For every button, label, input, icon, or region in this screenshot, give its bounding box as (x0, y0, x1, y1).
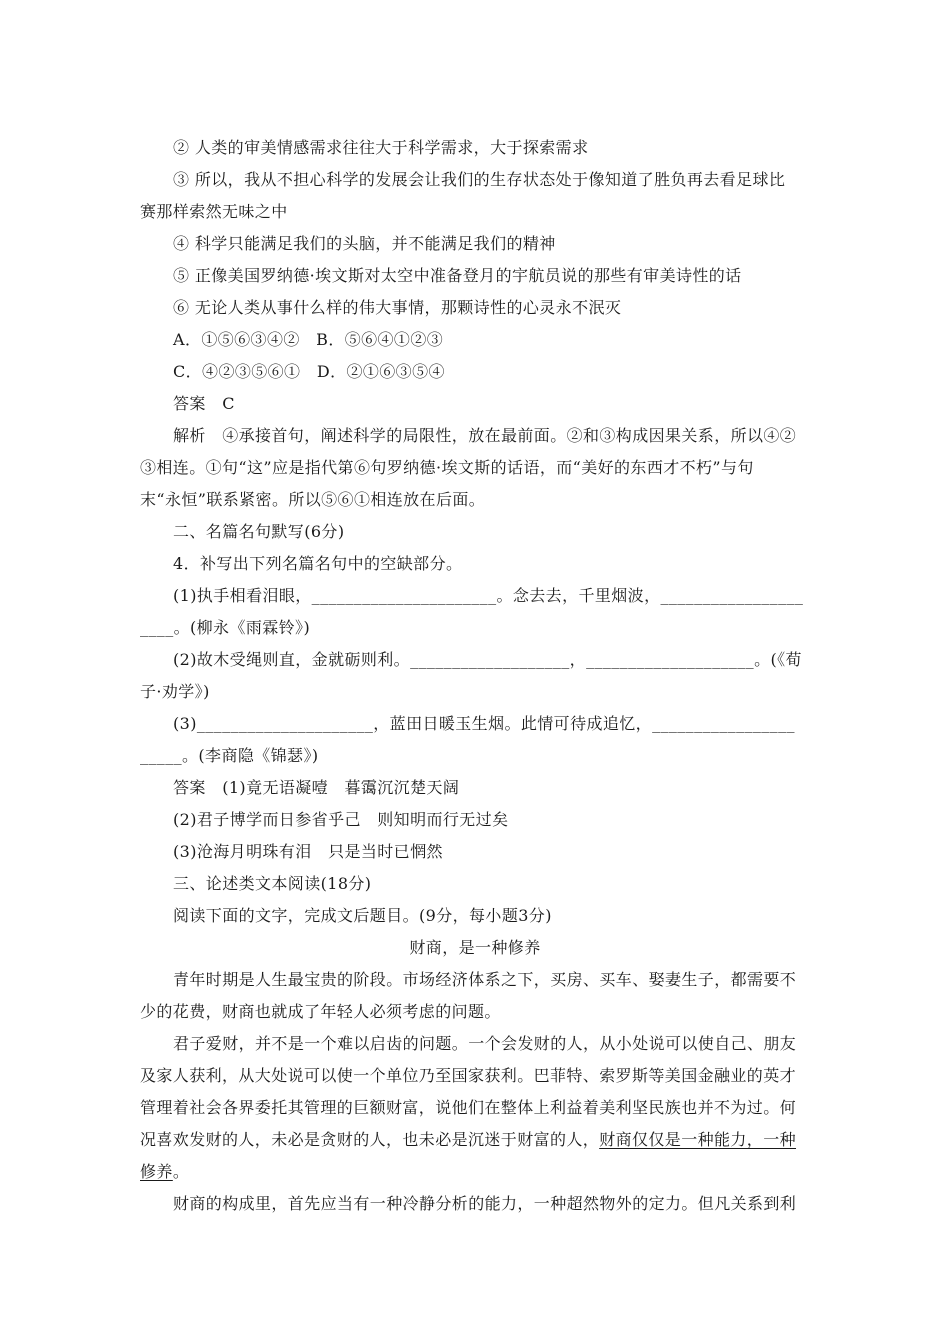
question-4: 4．补写出下列名篇名句中的空缺部分。 (173, 554, 463, 573)
article-para-1-line-1: 青年时期是人生最宝贵的阶段。市场经济体系之下，买房、买车、娶妻生子，都需要不 (173, 970, 797, 989)
analysis-line-2: ③相连。①句“这”应是指代第⑥句罗纳德·埃文斯的话语，而“美好的东西才不朽”与句 (140, 458, 754, 477)
article-para-2-line-1: 君子爱财，并不是一个难以启齿的问题。一个会发财的人，从小处说可以使自己、朋友 (173, 1034, 797, 1053)
fill-blank-3-cont: _____。(李商隐《锦瑟》) (140, 746, 319, 765)
fill-blank-3: (3)_____________________，蓝田日暖玉生烟。此情可待成追忆，_________________ (173, 714, 795, 733)
article-text: 况喜欢发财的人，未必是贪财的人，也未必是沉迷于财富的人， (140, 1130, 600, 1149)
article-para-3-line-1: 财商的构成里，首先应当有一种冷静分析的能力，一种超然物外的定力。但凡关系到利 (173, 1194, 797, 1213)
option-item-3: ③ 所以，我从不担心科学的发展会让我们的生存状态处于像知道了胜负再去看足球比 (173, 170, 786, 189)
article-para-1-line-2: 少的花费，财商也就成了年轻人必须考虑的问题。 (140, 1002, 501, 1021)
option-item-6: ⑥ 无论人类从事什么样的伟大事情，那颗诗性的心灵永不泯灭 (173, 298, 622, 317)
answer-3: 答案 C (173, 394, 235, 413)
fill-blank-2: (2)故木受绳则直，金就砺则利。___________________，____________________。(《荀 (173, 650, 802, 669)
choice-ab: A．①⑤⑥③④② B．⑤⑥④①②③ (173, 330, 444, 349)
section-heading-2: 二、名篇名句默写(6分) (173, 522, 345, 541)
choice-cd: C．④②③⑤⑥① D．②①⑥③⑤④ (173, 362, 445, 381)
fill-blank-1: (1)执手相看泪眼，______________________。念去去，千里烟波，_________________ (173, 586, 804, 605)
underlined-phrase: 财商仅仅是一种能力，一种 (599, 1130, 797, 1149)
analysis-line-3: 末“永恒”联系紧密。所以⑤⑥①相连放在后面。 (140, 490, 486, 509)
reading-instruction: 阅读下面的文字，完成文后题目。(9分，每小题3分) (173, 906, 552, 925)
answer-4-3: (3)沧海月明珠有泪 只是当时已惘然 (173, 842, 443, 861)
option-item-2: ② 人类的审美情感需求往往大于科学需求，大于探索需求 (173, 138, 589, 157)
underlined-phrase-cont: 修养 (140, 1162, 173, 1181)
analysis-line-1: 解析 ④承接首句，阐述科学的局限性，放在最前面。②和③构成因果关系，所以④② (173, 426, 797, 445)
article-para-2-line-4 (140, 1130, 820, 1150)
article-para-2-line-5 (140, 1162, 820, 1182)
section-heading-3: 三、论述类文本阅读(18分) (173, 874, 372, 893)
option-item-3-cont: 赛那样索然无味之中 (140, 202, 288, 221)
article-para-2-line-3: 管理着社会各界委托其管理的巨额财富，说他们在整体上利益着美利坚民族也并不为过。何 (140, 1098, 797, 1117)
fill-blank-1-cont: ____。(柳永《雨霖铃》) (140, 618, 311, 637)
fill-blank-2-cont: 子·劝学》) (140, 682, 210, 701)
answer-4-2: (2)君子博学而日参省乎己 则知明而行无过矣 (173, 810, 509, 829)
article-title: 财商，是一种修养 (409, 938, 541, 957)
option-item-4: ④ 科学只能满足我们的头脑，并不能满足我们的精神 (173, 234, 556, 253)
article-text-end: 。 (172, 1162, 190, 1181)
option-item-5: ⑤ 正像美国罗纳德·埃文斯对太空中准备登月的宇航员说的那些有审美诗性的话 (173, 266, 742, 285)
article-para-2-line-2: 及家人获利，从大处说可以使一个单位乃至国家获利。巴菲特、索罗斯等美国金融业的英才 (140, 1066, 797, 1085)
answer-4-1: 答案 (1)竟无语凝噎 暮霭沉沉楚天阔 (173, 778, 460, 797)
